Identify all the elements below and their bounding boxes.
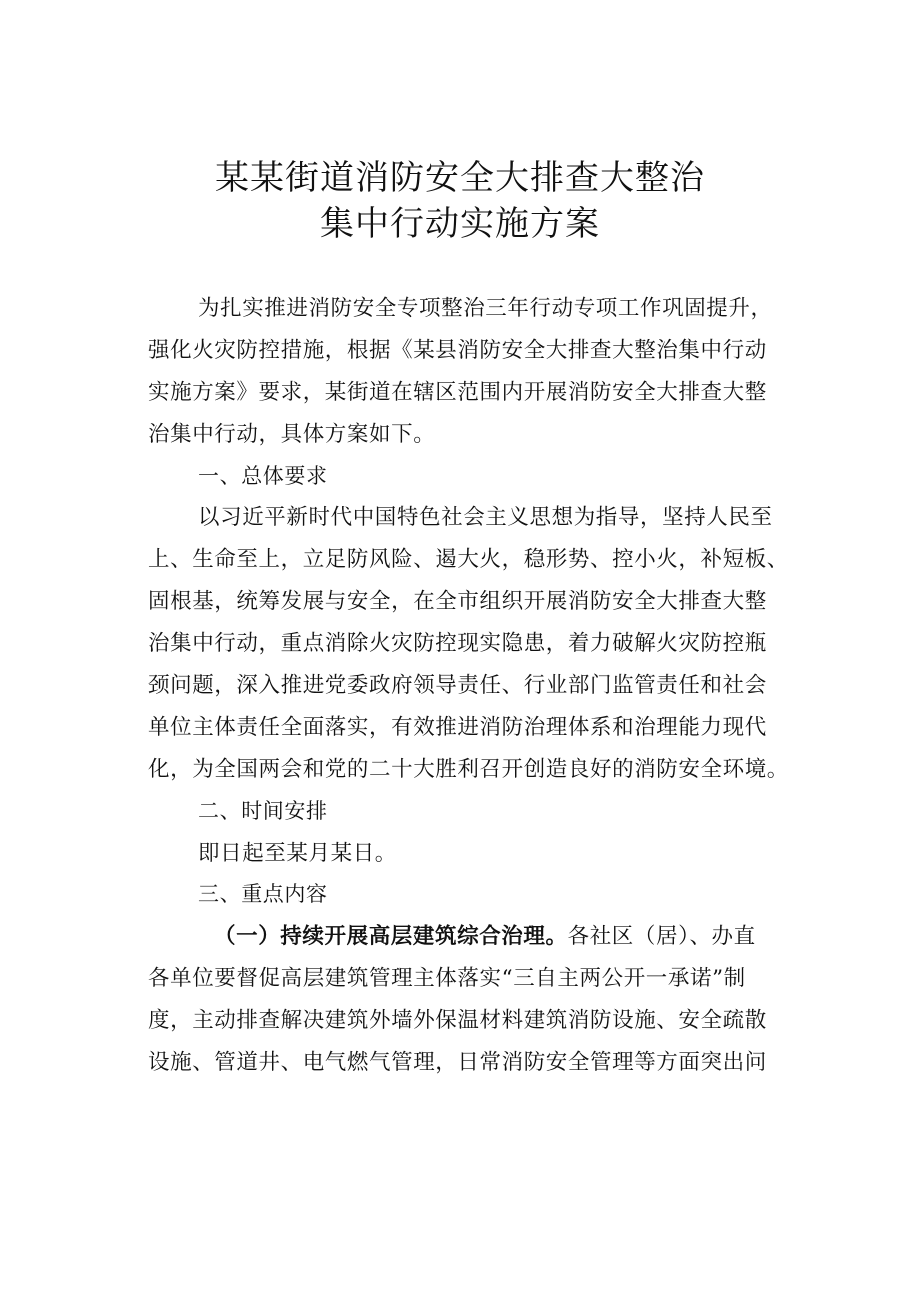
intro-line: 治集中行动，具体方案如下。 <box>148 421 436 447</box>
paragraph-line: 治集中行动，重点消除火灾防控现实隐患，着力破解火灾防控瓶 <box>148 631 767 657</box>
section-heading-general-requirements: 一、总体要求 <box>198 463 328 488</box>
document-title-line-1: 某某街道消防安全大排查大整治 <box>215 158 705 198</box>
document-body <box>148 288 808 1084</box>
paragraph-line: 上、生命至上，立足防风险、遏大火，稳形势、控小火，补短板、 <box>148 547 789 573</box>
paragraph-line: 设施、管道井、电气燃气管理，日常消防安全管理等方面突出问 <box>148 1050 767 1076</box>
item-text: 各社区（居）、办直 <box>567 924 756 950</box>
intro-line: 实施方案》要求，某街道在辖区范围内开展消防安全大排查大整 <box>148 379 767 405</box>
item-first-line <box>148 916 808 958</box>
paragraph-line: 以习近平新时代中国特色社会主义思想为指导，坚持人民至 <box>198 505 773 531</box>
section-heading-schedule: 二、时间安排 <box>198 798 328 823</box>
paragraph-line: 颈问题，深入推进党委政府领导责任、行业部门监管责任和社会 <box>148 673 767 699</box>
document-title-line-2: 集中行动实施方案 <box>320 204 600 244</box>
paragraph-line: 各单位要督促高层建筑管理主体落实“三自主两公开一承诺”制 <box>148 966 746 992</box>
paragraph-line: 即日起至某月某日。 <box>198 840 397 866</box>
paragraph-line: 单位主体责任全面落实，有效推进消防治理体系和治理能力现代 <box>148 714 767 740</box>
intro-line: 为扎实推进消防安全专项整治三年行动专项工作巩固提升， <box>198 296 773 321</box>
section-heading-key-content: 三、重点内容 <box>198 882 328 907</box>
paragraph-line: 化，为全国两会和党的二十大胜利召开创造良好的消防安全环境。 <box>148 756 789 782</box>
paragraph-line: 固根基，统筹发展与安全，在全市组织开展消防安全大排查大整 <box>148 589 767 615</box>
intro-line: 强化火灾防控措施，根据《某县消防安全大排查大整治集中行动 <box>148 337 767 363</box>
item-heading-high-rise: （一）持续开展高层建筑综合治理。 <box>214 924 568 950</box>
paragraph-line: 度，主动排查解决建筑外墙外保温材料建筑消防设施、安全疏散 <box>148 1008 767 1034</box>
